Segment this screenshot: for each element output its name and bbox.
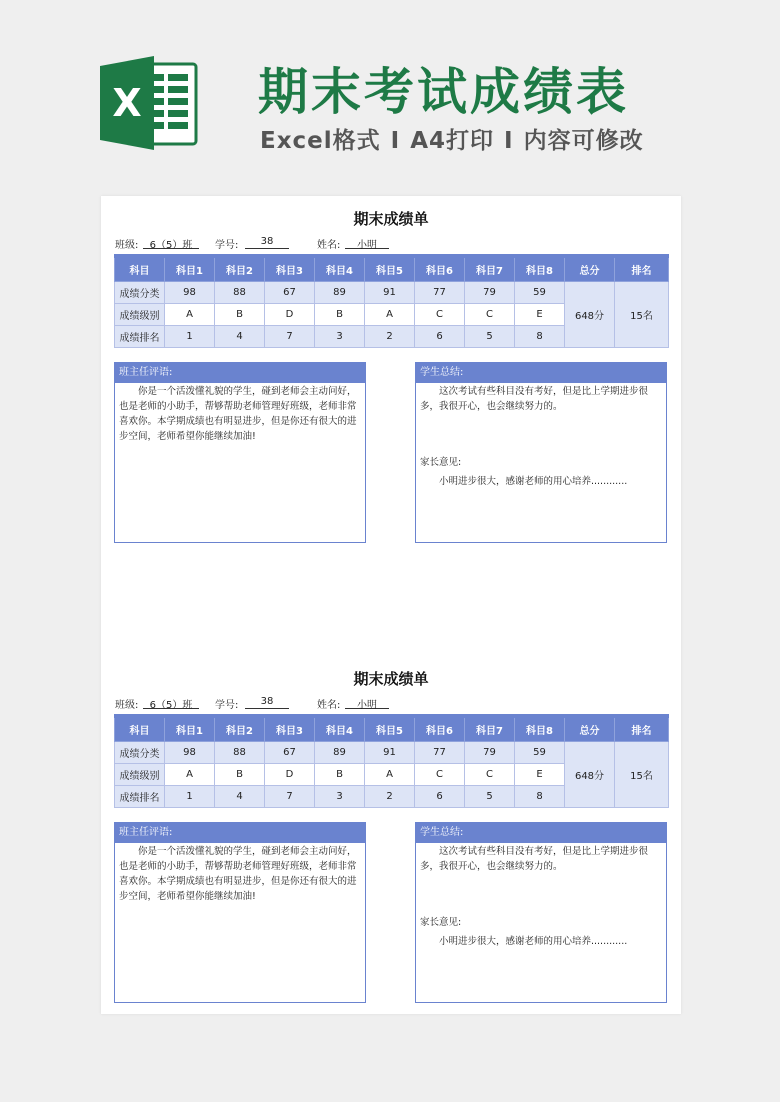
table-cell: 79 (465, 281, 515, 303)
table-cell: 4 (215, 325, 265, 347)
table-cell: 67 (265, 741, 315, 763)
table-cell: 2 (365, 325, 415, 347)
row-label: 成绩级别 (115, 303, 165, 325)
student-summary-text: 这次考试有些科目没有考好，但是比上学期进步很多，我很开心，也会继续努力的。 (420, 386, 649, 412)
table-cell: D (265, 303, 315, 325)
table-cell: 91 (365, 741, 415, 763)
score-table (114, 254, 669, 348)
student-summary-label: 学生总结: (416, 363, 666, 383)
column-header: 科目4 (315, 256, 365, 281)
table-cell: 59 (515, 741, 565, 763)
table-cell: 88 (215, 741, 265, 763)
column-header: 科目2 (215, 716, 265, 741)
banner (0, 0, 780, 190)
id-label: 学号: (215, 240, 239, 251)
row-label: 成绩级别 (115, 763, 165, 785)
teacher-comment-box (114, 362, 366, 543)
score-table (114, 714, 669, 808)
report-page (101, 196, 681, 1014)
name-label: 姓名: (317, 700, 341, 711)
student-summary-label: 学生总结: (416, 823, 666, 843)
class-label: 班级: (115, 240, 139, 251)
table-cell: 6 (415, 325, 465, 347)
row-label: 成绩排名 (115, 325, 165, 347)
column-header: 科目8 (515, 256, 565, 281)
table-row (115, 281, 669, 303)
table-cell: 1 (165, 785, 215, 807)
column-header: 科目5 (365, 256, 415, 281)
total-score: 648分 (565, 741, 615, 807)
class-label: 班级: (115, 700, 139, 711)
logo-letter: X (112, 81, 142, 125)
column-header: 科目1 (165, 716, 215, 741)
column-header: 科目7 (465, 256, 515, 281)
table-cell: 6 (415, 785, 465, 807)
banner-title: 期末考试成绩表 (258, 63, 629, 121)
student-info (115, 236, 675, 252)
column-header: 排名 (615, 256, 669, 281)
column-header: 科目2 (215, 256, 265, 281)
parent-opinion-text: 小明进步很大，感谢老师的用心培养............ (439, 476, 628, 487)
table-cell: C (415, 303, 465, 325)
table-cell: 4 (215, 785, 265, 807)
excel-logo-icon (98, 56, 200, 150)
table-cell: 79 (465, 741, 515, 763)
table-cell: A (165, 303, 215, 325)
table-cell: 3 (315, 785, 365, 807)
table-cell: E (515, 303, 565, 325)
table-cell: A (165, 763, 215, 785)
table-cell: C (465, 303, 515, 325)
parent-opinion-label: 家长意见: (420, 457, 462, 468)
table-cell: E (515, 763, 565, 785)
column-header: 科目 (115, 716, 165, 741)
column-header: 科目3 (265, 716, 315, 741)
table-cell: 3 (315, 325, 365, 347)
row-label: 成绩排名 (115, 785, 165, 807)
table-cell: 7 (265, 785, 315, 807)
table-cell: 98 (165, 281, 215, 303)
subtitle-separator: I (504, 128, 514, 154)
table-cell: 1 (165, 325, 215, 347)
name-label: 姓名: (317, 240, 341, 251)
subtitle-print: A4打印 (410, 128, 495, 154)
table-header-row (115, 716, 669, 741)
teacher-comment-label: 班主任评语: (115, 363, 365, 383)
column-header: 科目8 (515, 716, 565, 741)
table-cell: B (315, 303, 365, 325)
table-cell: 8 (515, 785, 565, 807)
table-cell: B (215, 763, 265, 785)
teacher-comment-text: 你是一个活泼懂礼貌的学生，碰到老师会主动问好，也是老师的小助手，帮够帮助老师管理好班级，老师非常喜欢你。本学期成绩也有明显进步，但是你还有很大的进步空间，老师希望你能继续加油! (119, 386, 357, 442)
table-cell: 2 (365, 785, 415, 807)
table-cell: 5 (465, 325, 515, 347)
table-row (115, 741, 669, 763)
class-rank: 15名 (615, 281, 669, 347)
table-cell: 67 (265, 281, 315, 303)
table-cell: 89 (315, 281, 365, 303)
sheet-title: 期末成绩单 (353, 670, 429, 688)
table-cell: D (265, 763, 315, 785)
table-cell: 77 (415, 741, 465, 763)
column-header: 科目6 (415, 256, 465, 281)
table-cell: B (215, 303, 265, 325)
teacher-comment-label: 班主任评语: (115, 823, 365, 843)
table-cell: 88 (215, 281, 265, 303)
table-cell: C (465, 763, 515, 785)
column-header: 总分 (565, 256, 615, 281)
subtitle-editable: 内容可修改 (523, 128, 644, 154)
column-header: 科目4 (315, 716, 365, 741)
table-cell: 8 (515, 325, 565, 347)
table-cell: B (315, 763, 365, 785)
name-value: 小明 (345, 696, 389, 709)
class-rank: 15名 (615, 741, 669, 807)
sheet-title: 期末成绩单 (353, 210, 429, 228)
banner-subtitle (260, 122, 644, 155)
subtitle-format: Excel格式 (260, 128, 381, 154)
table-cell: 5 (465, 785, 515, 807)
table-header-row (115, 256, 669, 281)
table-cell: A (365, 303, 415, 325)
column-header: 科目3 (265, 256, 315, 281)
student-summary-text: 这次考试有些科目没有考好，但是比上学期进步很多，我很开心，也会继续努力的。 (420, 846, 649, 872)
id-value: 38 (245, 696, 289, 709)
table-cell: 89 (315, 741, 365, 763)
id-label: 学号: (215, 700, 239, 711)
parent-opinion-label: 家长意见: (420, 917, 462, 928)
report-sheet (101, 656, 681, 1016)
subtitle-separator: I (390, 128, 401, 154)
table-cell: 7 (265, 325, 315, 347)
teacher-comment-text: 你是一个活泼懂礼貌的学生，碰到老师会主动问好，也是老师的小助手，帮够帮助老师管理好班级，老师非常喜欢你。本学期成绩也有明显进步，但是你还有很大的进步空间，老师希望你能继续加油! (119, 846, 357, 902)
column-header: 总分 (565, 716, 615, 741)
name-value: 小明 (345, 236, 389, 249)
row-label: 成绩分类 (115, 281, 165, 303)
class-value: 6（5）班 (143, 236, 199, 249)
table-cell: 59 (515, 281, 565, 303)
table-cell: A (365, 763, 415, 785)
student-info (115, 696, 675, 712)
table-cell: C (415, 763, 465, 785)
row-label: 成绩分类 (115, 741, 165, 763)
teacher-comment-box (114, 822, 366, 1003)
column-header: 科目7 (465, 716, 515, 741)
column-header: 科目1 (165, 256, 215, 281)
table-cell: 77 (415, 281, 465, 303)
student-summary-box (415, 362, 667, 543)
column-header: 排名 (615, 716, 669, 741)
id-value: 38 (245, 236, 289, 249)
report-sheet (101, 196, 681, 556)
column-header: 科目 (115, 256, 165, 281)
total-score: 648分 (565, 281, 615, 347)
column-header: 科目5 (365, 716, 415, 741)
student-summary-box (415, 822, 667, 1003)
column-header: 科目6 (415, 716, 465, 741)
table-cell: 91 (365, 281, 415, 303)
table-cell: 98 (165, 741, 215, 763)
parent-opinion-text: 小明进步很大，感谢老师的用心培养............ (439, 936, 628, 947)
class-value: 6（5）班 (143, 696, 199, 709)
